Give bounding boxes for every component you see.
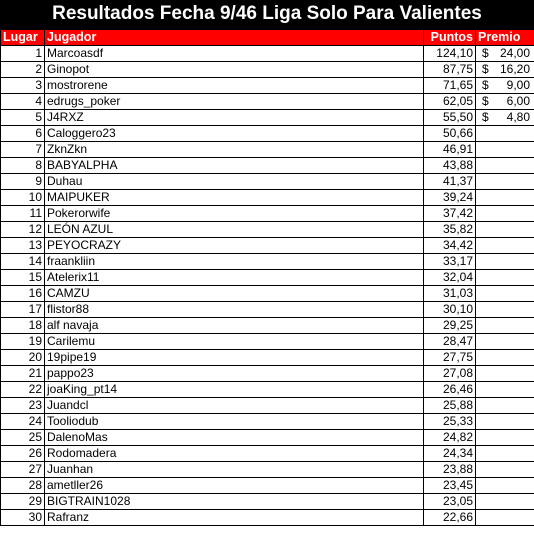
prize-cell: [476, 110, 534, 126]
table-row: [1, 382, 534, 398]
player-cell: mostrorene: [45, 78, 424, 94]
prize-cell: [476, 302, 534, 318]
results-table: [0, 29, 534, 526]
points-cell: 39,24: [424, 190, 476, 206]
points-cell: 43,88: [424, 158, 476, 174]
position-cell: 14: [1, 254, 45, 270]
prize-cell: [476, 254, 534, 270]
points-cell: 30,10: [424, 302, 476, 318]
player-cell: PEYOCRAZY: [45, 238, 424, 254]
table-row: [1, 78, 534, 94]
header-player: Jugador: [45, 30, 424, 46]
prize-amount: 4,80: [506, 110, 530, 124]
table-row: [1, 414, 534, 430]
player-cell: Rafranz: [45, 510, 424, 526]
position-cell: 24: [1, 414, 45, 430]
prize-cell: [476, 78, 534, 94]
position-cell: 18: [1, 318, 45, 334]
table-row: [1, 110, 534, 126]
table-row: [1, 510, 534, 526]
table-row: [1, 158, 534, 174]
position-cell: 12: [1, 222, 45, 238]
player-cell: edrugs_poker: [45, 94, 424, 110]
prize-cell: [476, 46, 534, 62]
table-row: [1, 302, 534, 318]
table-row: [1, 286, 534, 302]
points-cell: 25,33: [424, 414, 476, 430]
position-cell: 2: [1, 62, 45, 78]
position-cell: 6: [1, 126, 45, 142]
prize-cell: [476, 446, 534, 462]
table-row: [1, 222, 534, 238]
points-cell: 35,82: [424, 222, 476, 238]
prize-cell: [476, 238, 534, 254]
player-cell: fraankliin: [45, 254, 424, 270]
player-cell: Juandcl: [45, 398, 424, 414]
prize-cell: [476, 190, 534, 206]
points-cell: 27,75: [424, 350, 476, 366]
sheet-title: Resultados Fecha 9/46 Liga Solo Para Valientes: [0, 0, 534, 29]
table-row: [1, 430, 534, 446]
position-cell: 10: [1, 190, 45, 206]
points-cell: 24,34: [424, 446, 476, 462]
position-cell: 27: [1, 462, 45, 478]
prize-amount: 24,00: [499, 46, 530, 60]
prize-cell: [476, 174, 534, 190]
results-body: [1, 46, 534, 526]
points-cell: 23,88: [424, 462, 476, 478]
prize-cell: [476, 94, 534, 110]
player-cell: flistor88: [45, 302, 424, 318]
position-cell: 3: [1, 78, 45, 94]
player-cell: Juanhan: [45, 462, 424, 478]
position-cell: 8: [1, 158, 45, 174]
prize-cell: [476, 366, 534, 382]
points-cell: 34,42: [424, 238, 476, 254]
player-cell: Caloggero23: [45, 126, 424, 142]
player-cell: J4RXZ: [45, 110, 424, 126]
player-cell: Duhau: [45, 174, 424, 190]
points-cell: 62,05: [424, 94, 476, 110]
table-row: [1, 142, 534, 158]
position-cell: 4: [1, 94, 45, 110]
currency-symbol: $: [482, 94, 489, 108]
points-cell: 25,88: [424, 398, 476, 414]
table-row: [1, 446, 534, 462]
prize-cell: [476, 142, 534, 158]
prize-cell: [476, 510, 534, 526]
header-prize: Premio: [476, 30, 534, 46]
player-cell: Ginopot: [45, 62, 424, 78]
prize-cell: [476, 206, 534, 222]
table-row: [1, 462, 534, 478]
position-cell: 9: [1, 174, 45, 190]
points-cell: 24,82: [424, 430, 476, 446]
table-row: [1, 206, 534, 222]
player-cell: 19pipe19: [45, 350, 424, 366]
player-cell: Carilemu: [45, 334, 424, 350]
points-cell: 55,50: [424, 110, 476, 126]
position-cell: 11: [1, 206, 45, 222]
table-row: [1, 238, 534, 254]
prize-amount: 6,00: [506, 94, 530, 108]
table-row: [1, 478, 534, 494]
prize-cell: [476, 318, 534, 334]
position-cell: 28: [1, 478, 45, 494]
points-cell: 46,91: [424, 142, 476, 158]
position-cell: 16: [1, 286, 45, 302]
points-cell: 26,46: [424, 382, 476, 398]
position-cell: 26: [1, 446, 45, 462]
points-cell: 124,10: [424, 46, 476, 62]
points-cell: 37,42: [424, 206, 476, 222]
player-cell: joaKing_pt14: [45, 382, 424, 398]
position-cell: 25: [1, 430, 45, 446]
table-row: [1, 190, 534, 206]
points-cell: 41,37: [424, 174, 476, 190]
prize-cell: [476, 286, 534, 302]
position-cell: 19: [1, 334, 45, 350]
table-row: [1, 494, 534, 510]
player-cell: BIGTRAIN1028: [45, 494, 424, 510]
player-cell: pappo23: [45, 366, 424, 382]
position-cell: 21: [1, 366, 45, 382]
currency-symbol: $: [482, 62, 489, 76]
prize-cell: [476, 62, 534, 78]
prize-cell: [476, 494, 534, 510]
prize-cell: [476, 478, 534, 494]
prize-cell: [476, 126, 534, 142]
currency-symbol: $: [482, 110, 489, 124]
position-cell: 29: [1, 494, 45, 510]
player-cell: BABYALPHA: [45, 158, 424, 174]
position-cell: 15: [1, 270, 45, 286]
player-cell: Rodomadera: [45, 446, 424, 462]
prize-amount: 9,00: [506, 78, 530, 92]
prize-cell: [476, 382, 534, 398]
player-cell: ametller26: [45, 478, 424, 494]
points-cell: 32,04: [424, 270, 476, 286]
prize-cell: [476, 158, 534, 174]
player-cell: DalenoMas: [45, 430, 424, 446]
points-cell: 27,08: [424, 366, 476, 382]
prize-amount: 16,20: [499, 62, 530, 76]
table-row: [1, 334, 534, 350]
points-cell: 50,66: [424, 126, 476, 142]
player-cell: LEÓN AZUL: [45, 222, 424, 238]
player-cell: alf navaja: [45, 318, 424, 334]
header-position: Lugar: [1, 30, 45, 46]
position-cell: 1: [1, 46, 45, 62]
position-cell: 17: [1, 302, 45, 318]
prize-cell: [476, 222, 534, 238]
position-cell: 22: [1, 382, 45, 398]
points-cell: 29,25: [424, 318, 476, 334]
player-cell: Pokerorwife: [45, 206, 424, 222]
currency-symbol: $: [482, 78, 489, 92]
points-cell: 23,45: [424, 478, 476, 494]
player-cell: Atelerix11: [45, 270, 424, 286]
table-row: [1, 62, 534, 78]
points-cell: 28,47: [424, 334, 476, 350]
position-cell: 30: [1, 510, 45, 526]
player-cell: CAMZU: [45, 286, 424, 302]
points-cell: 31,03: [424, 286, 476, 302]
prize-cell: [476, 462, 534, 478]
position-cell: 20: [1, 350, 45, 366]
table-row: [1, 350, 534, 366]
table-row: [1, 318, 534, 334]
prize-cell: [476, 270, 534, 286]
position-cell: 7: [1, 142, 45, 158]
position-cell: 13: [1, 238, 45, 254]
points-cell: 33,17: [424, 254, 476, 270]
header-points: Puntos: [424, 30, 476, 46]
player-cell: Tooliodub: [45, 414, 424, 430]
position-cell: 23: [1, 398, 45, 414]
prize-cell: [476, 350, 534, 366]
table-row: [1, 254, 534, 270]
table-row: [1, 46, 534, 62]
table-row: [1, 174, 534, 190]
currency-symbol: $: [482, 46, 489, 60]
table-row: [1, 126, 534, 142]
header-row: [1, 30, 534, 46]
position-cell: 5: [1, 110, 45, 126]
points-cell: 22,66: [424, 510, 476, 526]
player-cell: ZknZkn: [45, 142, 424, 158]
table-row: [1, 94, 534, 110]
player-cell: Marcoasdf: [45, 46, 424, 62]
points-cell: 23,05: [424, 494, 476, 510]
points-cell: 87,75: [424, 62, 476, 78]
table-row: [1, 366, 534, 382]
points-cell: 71,65: [424, 78, 476, 94]
prize-cell: [476, 414, 534, 430]
prize-cell: [476, 398, 534, 414]
player-cell: MAIPUKER: [45, 190, 424, 206]
prize-cell: [476, 430, 534, 446]
table-row: [1, 398, 534, 414]
table-row: [1, 270, 534, 286]
prize-cell: [476, 334, 534, 350]
